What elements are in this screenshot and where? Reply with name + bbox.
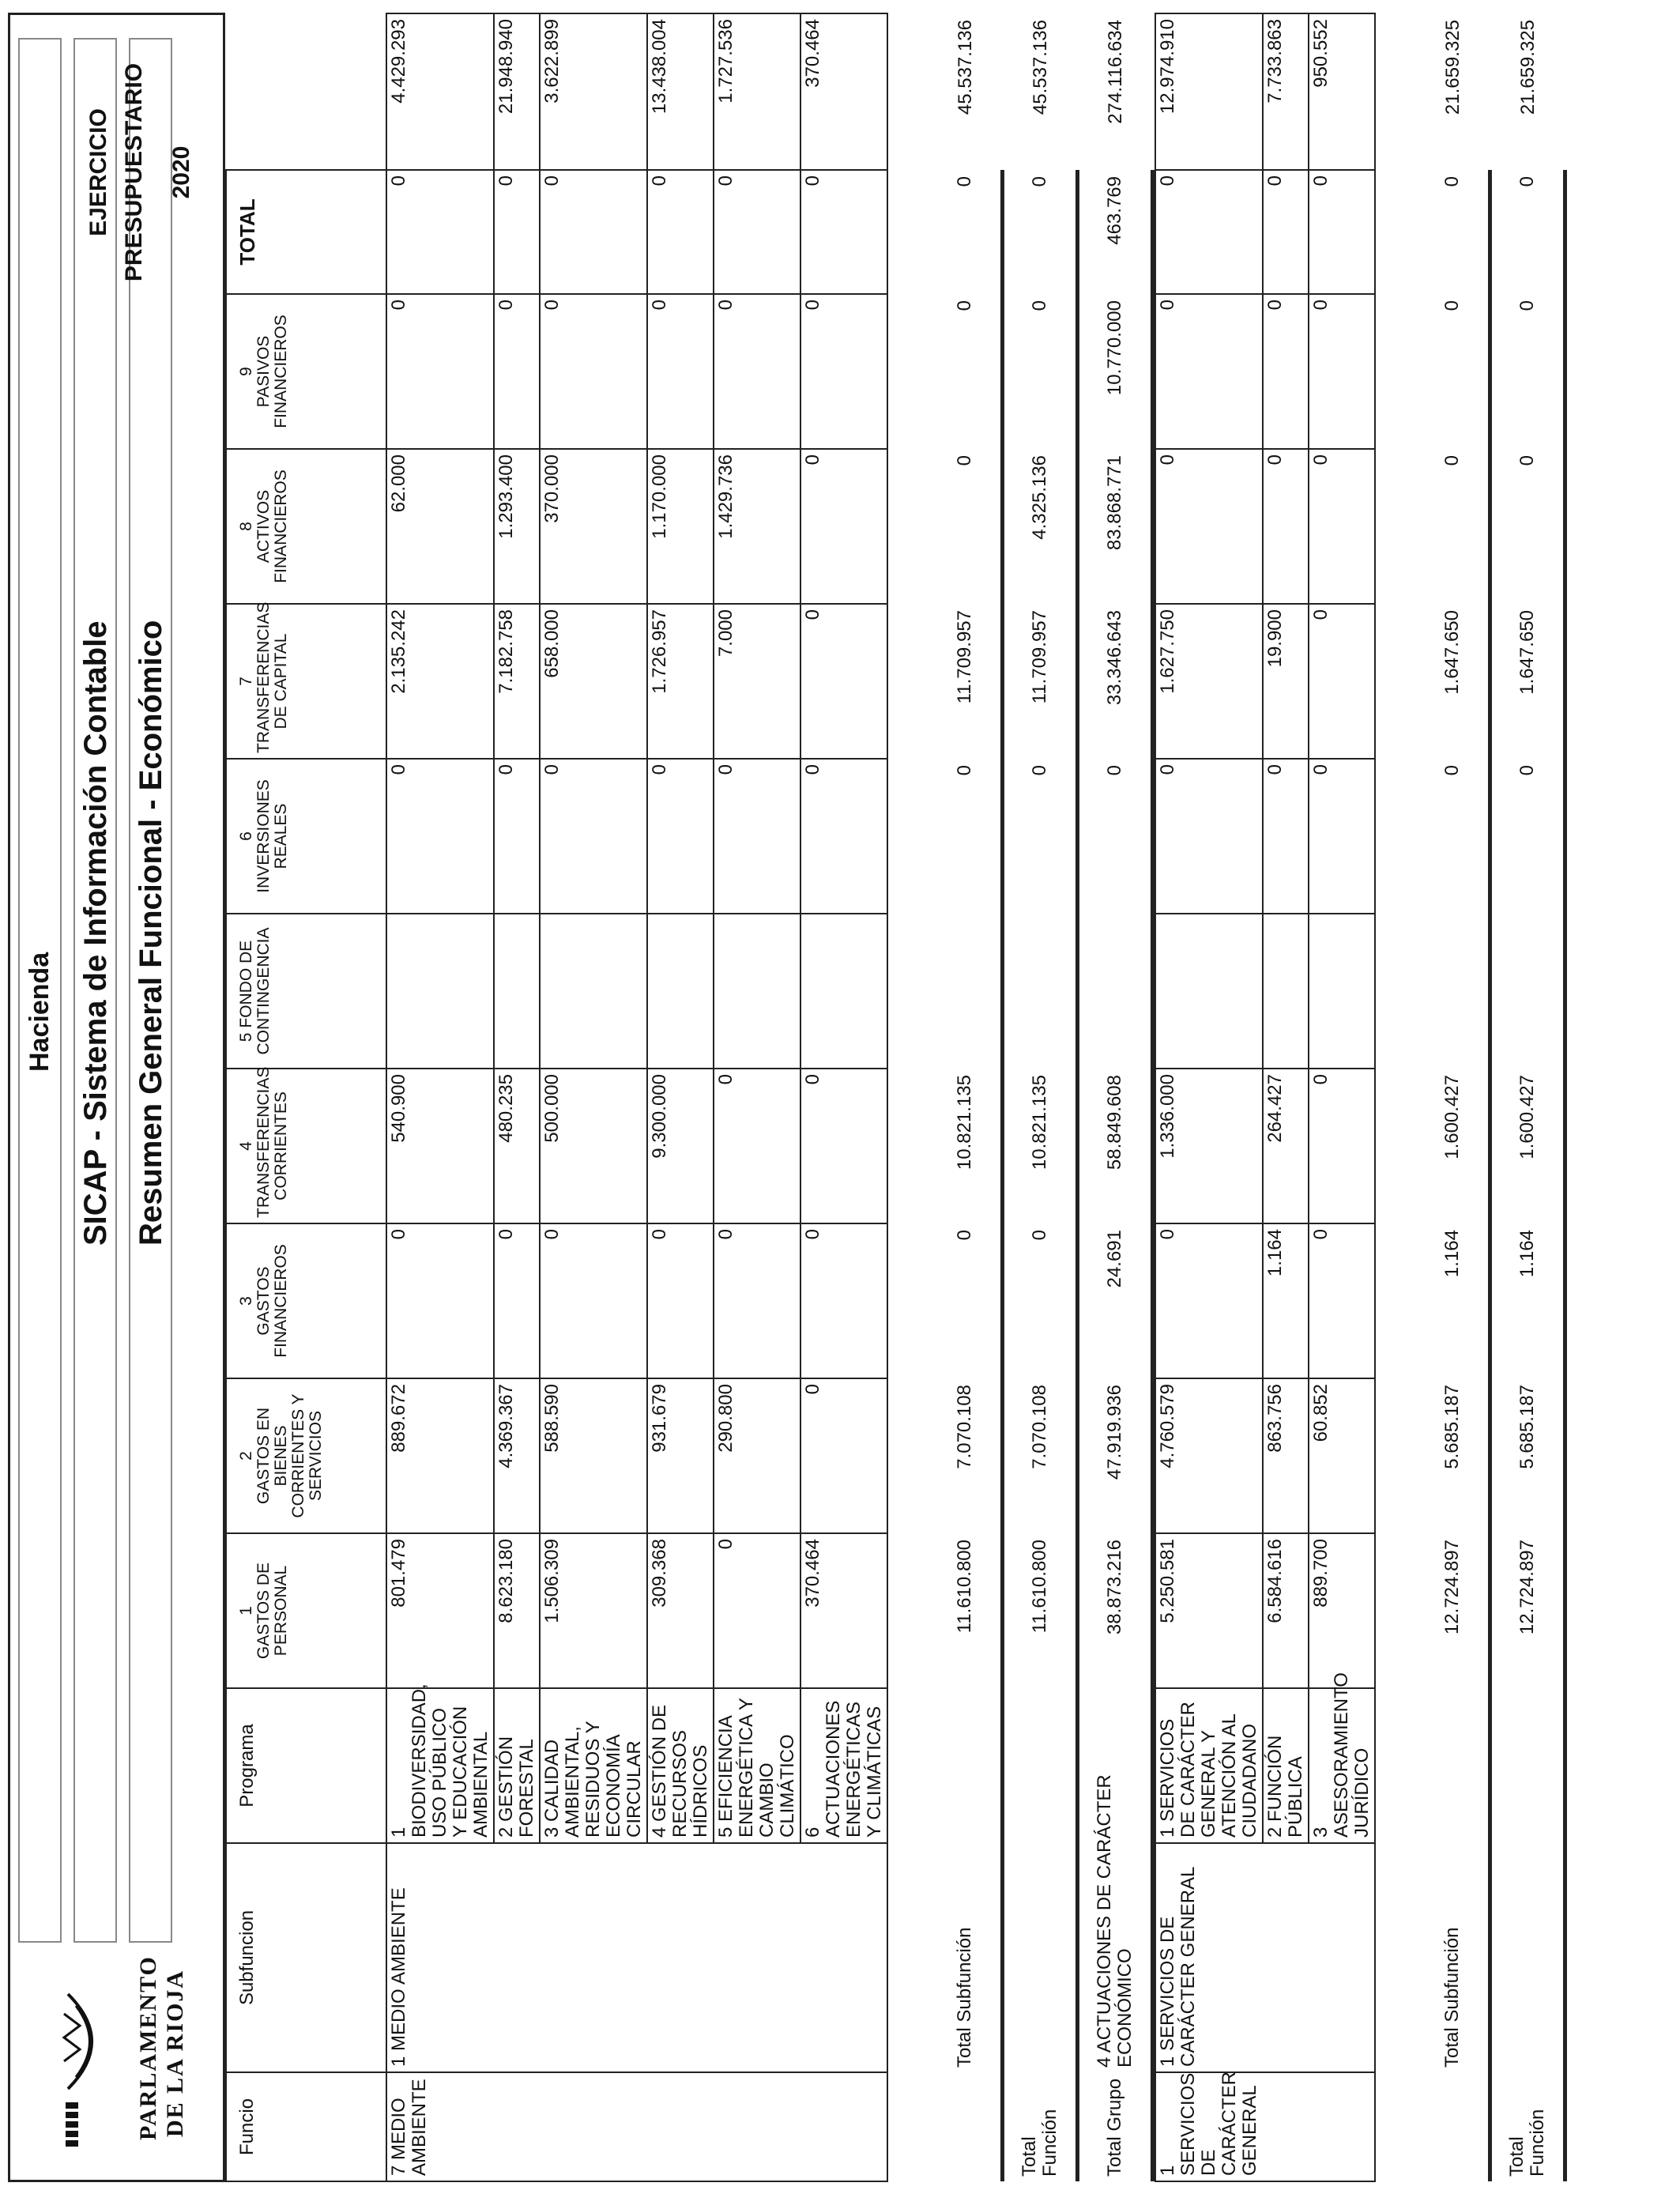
value-cell	[647, 914, 714, 1069]
total-value: 4.325.136	[1029, 455, 1050, 540]
value-cell: 0	[1155, 449, 1263, 604]
total-subfuncion-row	[929, 13, 1003, 2181]
value-cell: 950.552	[1309, 13, 1375, 170]
table-row	[1155, 13, 1263, 2181]
value-cell: 0	[1309, 1069, 1375, 1223]
value-cell: 0	[647, 759, 714, 914]
total-value: 0	[1029, 765, 1050, 776]
logo-line-1: PARLAMENTO	[135, 1955, 161, 2140]
programa-cell: 1 SERVICIOS DE CARÁCTER GENERAL Y ATENCIÓN AL CIUDADANO	[1155, 1688, 1263, 1843]
value-cell	[1263, 914, 1309, 1069]
value-cell: 0	[540, 294, 647, 449]
value-cell: 0	[714, 170, 800, 294]
col-funcio: Funcio	[226, 2072, 386, 2181]
total-value: 0	[1441, 455, 1463, 466]
total-value: 11.610.800	[1029, 1540, 1050, 1634]
total-value: 0	[954, 300, 975, 311]
blank-cell	[929, 1688, 1003, 1843]
value-cell: 0	[1309, 170, 1375, 294]
programa-cell: 6 ACTUACIONES ENERGÉTICAS Y CLIMÁTICAS	[800, 1688, 887, 1843]
total-funcion-row	[1004, 13, 1078, 2181]
value-cell: 1.293.400	[494, 449, 540, 604]
total-subfuncion-row	[1417, 13, 1490, 2181]
value-cell: 3.622.899	[540, 13, 647, 170]
col-7: 7 TRANSFERENCIAS DE CAPITAL	[226, 604, 386, 759]
value-cell: 60.852	[1309, 1378, 1375, 1533]
total-label: Total Subfunción	[954, 1927, 975, 2068]
total-value: 0	[1441, 300, 1463, 311]
value-cell: 12.974.910	[1155, 13, 1263, 170]
total-value: 0	[1516, 455, 1538, 466]
value-cell: 1.429.736	[714, 449, 800, 604]
funcio-cell: 1 SERVICIOS DE CARÁCTER GENERAL	[1155, 2072, 1375, 2181]
programa-cell: 5 EFICIENCIA ENERGÉTICA Y CAMBIO CLIMÁTICO	[714, 1688, 800, 1843]
title-bar-1	[18, 38, 62, 1943]
report-header	[8, 13, 225, 2182]
value-cell: 4.760.579	[1155, 1378, 1263, 1533]
total-value: 0	[1029, 1230, 1050, 1241]
value-cell: 19.900	[1263, 604, 1309, 759]
total-value: 0	[1441, 765, 1463, 776]
spacer-row	[887, 13, 929, 2181]
value-cell: 0	[1155, 170, 1263, 294]
value-cell: 0	[540, 170, 647, 294]
total-value	[1004, 914, 1078, 1069]
value-cell: 500.000	[540, 1069, 647, 1223]
value-cell: 0	[1263, 170, 1309, 294]
logo-text	[135, 1955, 189, 2140]
subfuncion-cell: 1 MEDIO AMBIENTE	[386, 1843, 887, 2072]
divider	[1565, 13, 1568, 2181]
total-value: 7.070.108	[1029, 1385, 1050, 1469]
value-cell: 309.368	[647, 1533, 714, 1688]
value-cell: 370.464	[800, 1533, 887, 1688]
total-value: 0	[954, 176, 975, 187]
value-cell: 1.726.957	[647, 604, 714, 759]
total-value: 1.647.650	[1516, 610, 1538, 695]
value-cell: 1.164	[1263, 1223, 1309, 1378]
table-row	[386, 13, 494, 2181]
value-cell: 0	[1263, 294, 1309, 449]
total-value: 33.346.643	[1104, 610, 1125, 706]
value-cell: 370.000	[540, 449, 647, 604]
programa-cell: 3 CALIDAD AMBIENTAL, RESIDUOS Y ECONOMÍA CIRCULAR	[540, 1688, 647, 1843]
parliament-logo	[17, 1951, 218, 2172]
spacer-row	[1375, 13, 1417, 2181]
total-value: 0	[1516, 765, 1538, 776]
value-cell: 4.369.367	[494, 1378, 540, 1533]
value-cell: 9.300.000	[647, 1069, 714, 1223]
total-value: 83.868.771	[1104, 455, 1125, 551]
value-cell: 588.590	[540, 1378, 647, 1533]
value-cell: 0	[540, 759, 647, 914]
value-cell: 0	[1155, 759, 1263, 914]
value-cell: 0	[714, 759, 800, 914]
total-value: 1.164	[1441, 1230, 1463, 1278]
value-cell: 2.135.242	[386, 604, 494, 759]
value-cell: 0	[1263, 759, 1309, 914]
value-cell: 0	[494, 1223, 540, 1378]
value-cell	[1155, 914, 1263, 1069]
value-cell	[800, 914, 887, 1069]
value-cell: 62.000	[386, 449, 494, 604]
value-cell: 7.182.758	[494, 604, 540, 759]
total-value: 10.821.135	[1029, 1075, 1050, 1171]
col-6: 6 INVERSIONES REALES	[226, 759, 386, 914]
value-cell: 1.170.000	[647, 449, 714, 604]
col-9: 9 PASIVOS FINANCIEROS	[226, 294, 386, 449]
col-8: 8 ACTIVOS FINANCIEROS	[226, 449, 386, 604]
value-cell: 13.438.004	[647, 13, 714, 170]
value-cell: 0	[714, 1223, 800, 1378]
grupo-label: 4 ACTUACIONES DE CARÁCTER ECONÓMICO	[1094, 1774, 1136, 2068]
total-label: Total Función	[1019, 2109, 1060, 2177]
total-value: 0	[1441, 176, 1463, 187]
header-row	[226, 13, 386, 2181]
value-cell	[714, 914, 800, 1069]
value-cell: 0	[714, 294, 800, 449]
value-cell: 290.800	[714, 1378, 800, 1533]
value-cell: 863.756	[1263, 1378, 1309, 1533]
col-subfuncion: Subfuncion	[226, 1843, 386, 2072]
subfuncion-cell: 1 SERVICIOS DE CARÁCTER GENERAL	[1155, 1843, 1375, 2072]
total-value: 45.537.136	[955, 20, 977, 115]
value-cell: 6.584.616	[1263, 1533, 1309, 1688]
value-cell: 0	[647, 1223, 714, 1378]
value-cell: 0	[1309, 449, 1375, 604]
title-sicap: SICAP - Sistema de Información Contable	[78, 620, 113, 1246]
value-cell: 0	[386, 294, 494, 449]
total-value: 47.919.936	[1104, 1385, 1125, 1480]
value-cell: 0	[1263, 449, 1309, 604]
total-value: 24.691	[1104, 1230, 1125, 1288]
value-cell: 0	[800, 170, 887, 294]
value-cell: 0	[800, 1069, 887, 1223]
total-value	[1079, 914, 1153, 1069]
value-cell	[540, 914, 647, 1069]
total-value: 0	[1029, 176, 1050, 187]
total-value: 38.873.216	[1104, 1540, 1125, 1635]
value-cell: 8.623.180	[494, 1533, 540, 1688]
col-5: 5 FONDO DE CONTINGENCIA	[226, 914, 386, 1069]
total-value: 0	[1104, 765, 1125, 776]
total-value: 0	[954, 455, 975, 466]
col-1: 1 GASTOS DE PERSONAL	[226, 1533, 386, 1688]
total-value: 1.600.427	[1516, 1075, 1538, 1159]
value-cell	[386, 914, 494, 1069]
total-value: 45.537.136	[1030, 20, 1052, 115]
value-cell: 264.427	[1263, 1069, 1309, 1223]
section-servicios-generales	[1155, 13, 1567, 2181]
crown-icon	[64, 2101, 80, 2148]
value-cell: 0	[386, 759, 494, 914]
value-cell: 5.250.581	[1155, 1533, 1263, 1688]
total-label: Total Grupo	[1104, 2078, 1125, 2177]
value-cell: 931.679	[647, 1378, 714, 1533]
value-cell: 7.733.863	[1263, 13, 1309, 170]
programa-cell: 4 GESTIÓN DE RECURSOS HÍDRICOS	[647, 1688, 714, 1843]
total-value: 1.600.427	[1441, 1075, 1463, 1159]
value-cell	[494, 914, 540, 1069]
value-cell: 0	[540, 1223, 647, 1378]
shield-icon	[60, 1990, 107, 2093]
value-cell: 0	[800, 1378, 887, 1533]
blank-cell	[1492, 1843, 1565, 2072]
total-value: 0	[954, 1230, 975, 1241]
year-label: 2020	[168, 145, 194, 199]
value-cell: 0	[1155, 294, 1263, 449]
total-value	[929, 914, 1003, 1069]
value-cell: 1.727.536	[714, 13, 800, 170]
value-cell: 0	[386, 1223, 494, 1378]
total-value	[1492, 914, 1565, 1069]
budget-table	[225, 13, 1678, 2182]
total-value	[1417, 914, 1490, 1069]
value-cell: 1.506.309	[540, 1533, 647, 1688]
value-cell: 0	[800, 1223, 887, 1378]
funcio-cell: 7 MEDIO AMBIENTE	[386, 2072, 887, 2181]
value-cell: 0	[494, 294, 540, 449]
blank-cell	[1004, 1843, 1078, 2072]
value-cell: 4.429.293	[386, 13, 494, 170]
col-total: TOTAL	[226, 170, 386, 294]
logo-line-2: DE LA RIOJA	[162, 1969, 188, 2138]
value-cell: 0	[1309, 604, 1375, 759]
value-cell: 0	[714, 1069, 800, 1223]
blank-cell	[1417, 2072, 1490, 2181]
value-cell: 0	[714, 1533, 800, 1688]
value-cell: 801.479	[386, 1533, 494, 1688]
programa-cell: 2 FUNCIÓN PÚBLICA	[1263, 1688, 1309, 1843]
title-resumen: Resumen General Funcional - Económico	[134, 620, 168, 1246]
value-cell: 889.672	[386, 1378, 494, 1533]
total-value: 0	[954, 765, 975, 776]
value-cell: 0	[1309, 1223, 1375, 1378]
total-funcion-row	[1492, 13, 1565, 2181]
value-cell: 480.235	[494, 1069, 540, 1223]
value-cell: 0	[647, 294, 714, 449]
programa-cell: 2 GESTIÓN FORESTAL	[494, 1688, 540, 1843]
total-label: Total Función	[1506, 2109, 1548, 2177]
value-cell: 0	[386, 170, 494, 294]
col-3: 3 GASTOS FINANCIEROS	[226, 1223, 386, 1378]
total-value: 1.647.650	[1441, 610, 1463, 695]
blank-cell	[1492, 1688, 1565, 1843]
col-programa: Programa	[226, 1688, 386, 1843]
value-cell: 1.627.750	[1155, 604, 1263, 759]
title-hacienda: Hacienda	[24, 952, 55, 1072]
total-value: 5.685.187	[1441, 1385, 1463, 1469]
total-value: 5.685.187	[1516, 1385, 1538, 1469]
total-value: 58.849.608	[1104, 1075, 1125, 1171]
total-value: 11.709.957	[954, 610, 975, 704]
total-grupo-row	[1079, 13, 1153, 2181]
value-cell: 0	[647, 170, 714, 294]
value-cell: 1.336.000	[1155, 1069, 1263, 1223]
total-value: 0	[1516, 176, 1538, 187]
section-medio-ambiente	[386, 13, 1155, 2181]
value-cell: 0	[800, 294, 887, 449]
ejercicio-label: EJERCICIO	[85, 108, 111, 236]
blank-cell	[1004, 1688, 1078, 1843]
total-value: 10.770.000	[1104, 300, 1125, 396]
programa-cell: 3 ASESORAMIENTO JURÍDICO	[1309, 1688, 1375, 1843]
value-cell: 0	[1155, 1223, 1263, 1378]
value-cell: 7.000	[714, 604, 800, 759]
total-value: 0	[1029, 300, 1050, 311]
value-cell: 0	[494, 170, 540, 294]
value-cell: 0	[800, 759, 887, 914]
total-value: 10.821.135	[954, 1075, 975, 1171]
col-2: 2 GASTOS EN BIENES CORRIENTES Y SERVICIOS	[226, 1378, 386, 1533]
total-value: 0	[1516, 300, 1538, 311]
col-4: 4 TRANSFERENCIAS CORRIENTES	[226, 1069, 386, 1223]
value-cell: 0	[1309, 294, 1375, 449]
total-value: 463.769	[1104, 176, 1125, 245]
presupuestario-label: PRESUPUESTARIO	[121, 62, 147, 282]
value-cell: 658.000	[540, 604, 647, 759]
total-value: 21.659.325	[1442, 20, 1464, 115]
value-cell: 540.900	[386, 1069, 494, 1223]
total-value: 21.659.325	[1517, 20, 1539, 115]
value-cell: 370.464	[800, 13, 887, 170]
value-cell: 0	[800, 604, 887, 759]
programa-cell: 1 BIODIVERSIDAD, USO PÚBLICO Y EDUCACIÓN AMBIENTAL	[386, 1688, 494, 1843]
value-cell	[1309, 914, 1375, 1069]
blank-cell	[929, 2072, 1003, 2181]
value-cell: 0	[494, 759, 540, 914]
value-cell: 21.948.940	[494, 13, 540, 170]
total-value: 7.070.108	[954, 1385, 975, 1469]
total-value: 1.164	[1516, 1230, 1538, 1278]
total-value: 11.709.957	[1029, 610, 1050, 704]
total-value: 12.724.897	[1441, 1540, 1463, 1635]
value-cell: 889.700	[1309, 1533, 1375, 1688]
value-cell: 0	[1309, 759, 1375, 914]
total-value: 274.116.634	[1105, 20, 1127, 124]
total-label: Total Subfunción	[1441, 1927, 1463, 2068]
total-value: 11.610.800	[954, 1540, 975, 1634]
blank-cell	[1417, 1688, 1490, 1843]
value-cell: 0	[800, 449, 887, 604]
total-value: 12.724.897	[1516, 1540, 1538, 1635]
